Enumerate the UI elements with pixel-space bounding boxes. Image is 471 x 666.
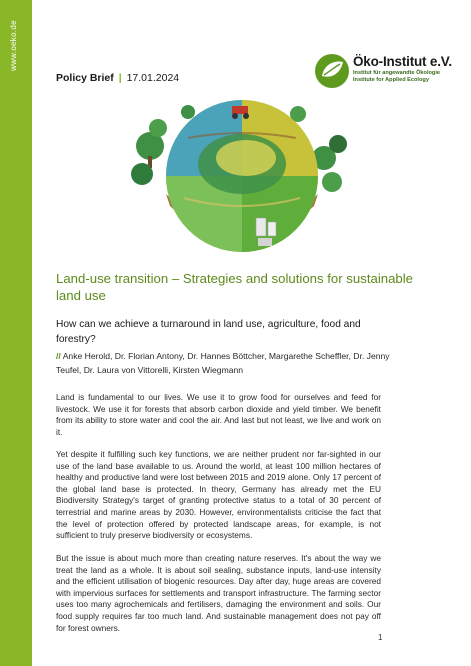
body-paragraph-3: But the issue is about much more than creating nature reserves. It's about the way we treat the land as a whole. It is about soil sealing, substance inputs, land-use intensity and the efficient utilisation of biogenic resources. Day after day, huge areas are covered with impervious surfaces for settlements and transport infrastructure. The farming sector uses too many agrochemicals and fertilisers, damaging the environment and soils. Our food supply requires far too much land. And sustainable management does not pay off for forest owners. [56, 553, 381, 633]
logo-name: Öko-Institut e.V. [353, 54, 452, 69]
document-date: 17.01.2024 [126, 72, 180, 84]
logo-subtitle-de: Institut für angewandte Ökologie [353, 70, 441, 76]
page-subtitle: How can we achieve a turnaround in land use, agriculture, food and forestry? [56, 319, 361, 345]
logo-subtitle-en: Institute for Applied Ecology [353, 77, 429, 83]
document-type: Policy Brief [56, 72, 114, 84]
website-url[interactable]: www.oeko.de [9, 20, 18, 71]
header-separator: | [118, 72, 122, 84]
page-number: 1 [378, 633, 383, 642]
oeko-institut-logo [313, 52, 463, 90]
body-paragraph-1: Land is fundamental to our lives. We use it to grow food for ourselves and feed for livestock. We use it for forests that absorb carbon dioxide and yield timber. We benefit from its ability to store water and cool the air. And last but not least, we live and work on it. [56, 392, 381, 437]
authors-prefix: // [56, 351, 61, 361]
body-paragraph-2: Yet despite it fulfilling such key functions, we are neither prudent nor far-sighted in our use of the land base available to us. Around the world, at least 100 million hectares of healthy and productive land were lost between 2015 and 2019 alone. Only 17 percent of the global land base is protected. In theory, Germany has already met the EU Biodiversity Strategy's target of granting protective status to a total of 30 percent of terrestrial and marine areas by 2030. However, environmentalists criticise the fact that the level of protection offered by protected landscape areas, for example, is not sufficient to truly preserve biodiversity or ecosystems. [56, 449, 381, 541]
globe [166, 100, 318, 252]
side-bar [0, 0, 32, 666]
leaf-logo-icon [313, 52, 351, 90]
land-use-globe-illustration [128, 98, 356, 258]
authors-line [56, 350, 401, 377]
page-title: Land-use transition – Strategies and solutions for sustainable land use [56, 271, 414, 303]
document-header [56, 72, 179, 84]
authors-names: Anke Herold, Dr. Florian Antony, Dr. Hannes Böttcher, Margarethe Scheffler, Dr. Jenny Teufel, Dr. Laura von Vittorelli, Kirsten Wiegmann [56, 351, 390, 375]
